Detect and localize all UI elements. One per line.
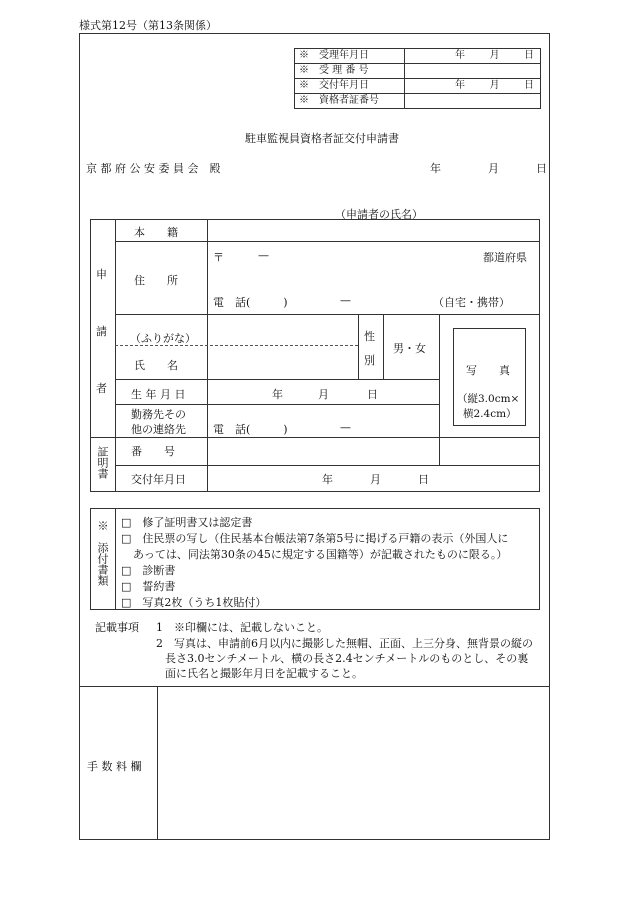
certificate-month: 月 — [370, 473, 381, 486]
attachment-item-4[interactable]: □ 誓約書 — [121, 580, 176, 593]
phone-dash: — — [340, 294, 351, 307]
receipt-date-row — [295, 49, 541, 64]
workplace-label-1: 勤務先その — [131, 408, 186, 421]
day-label: 日 — [524, 50, 534, 61]
attachment-item-5[interactable]: □ 写真2枚（うち1枚貼付） — [121, 596, 267, 609]
issue-date-label: ※ 交付年月日 — [295, 79, 405, 94]
sex-label-1: 性 — [364, 330, 375, 343]
sex-value[interactable]: 男・女 — [393, 342, 426, 355]
work-phone-dash: — — [340, 421, 351, 434]
attachment-item-2[interactable]: □ 住民票の写し（住民基本台帳法第7条第5号に掲げる戸籍の表示（外国人に — [121, 532, 509, 545]
addressee: 京 都 府 公 安 委 員 会 殿 — [86, 162, 221, 175]
phone-type: （自宅・携帯） — [433, 296, 510, 309]
postal-dash: — — [258, 249, 269, 262]
side-label-applicant-2: 請 — [96, 325, 107, 338]
receipt-number-label: ※ 受 理 番 号 — [295, 64, 405, 79]
year-label: 年 — [455, 80, 465, 91]
note-2a: 2 写真は、申請前6月以内に撮影した無帽、正面、上三分身、無背景の縦の — [156, 637, 533, 650]
date-month: 月 — [488, 162, 499, 175]
day-label: 日 — [524, 80, 534, 91]
side-label-applicant-3: 者 — [96, 382, 107, 395]
note-1: 1 ※印欄には、記載しないこと。 — [156, 621, 328, 634]
birth-month: 月 — [318, 388, 329, 401]
certificate-side-label: 証明書 — [96, 446, 109, 479]
attachment-item-3[interactable]: □ 診断書 — [121, 564, 176, 577]
fee-area[interactable] — [158, 687, 549, 839]
note-2b: 長さ3.0センチメートル、横の長さ2.4センチメートルのものとし、その裏 — [165, 652, 529, 665]
receipt-number-row — [295, 64, 541, 79]
side-label-applicant-1: 申 — [96, 268, 107, 281]
month-label: 月 — [489, 50, 500, 61]
birth-day: 日 — [367, 388, 378, 401]
certificate-number-row — [295, 94, 541, 109]
birth-date-label: 生 年 月 日 — [131, 388, 186, 401]
issue-date-field[interactable] — [405, 79, 541, 94]
receipt-date-field[interactable] — [405, 49, 541, 64]
certificate-year: 年 — [322, 473, 333, 486]
applicant-name-label: （申請者の氏名） — [335, 208, 423, 221]
attachments-side-label: ※ 添付書類 — [96, 520, 109, 586]
name-label: 氏 名 — [134, 359, 178, 372]
photo-size-2: 横2.4cm） — [463, 408, 517, 420]
date-year: 年 — [430, 162, 441, 175]
certificate-number-field[interactable] — [405, 94, 541, 109]
certificate-issue-date-label: 交付年月日 — [131, 473, 186, 486]
address-label: 住 所 — [134, 274, 178, 287]
birth-year: 年 — [272, 388, 283, 401]
certificate-number-label: ※ 資格者証番号 — [295, 94, 405, 109]
office-use-table — [294, 48, 541, 109]
sex-label-2: 別 — [364, 354, 375, 367]
month-label: 月 — [489, 80, 500, 91]
date-day: 日 — [536, 162, 547, 175]
certificate-day: 日 — [418, 473, 429, 486]
prefecture-label: 都道府県 — [483, 251, 527, 264]
notes-label: 記載事項 — [95, 621, 139, 634]
honseki-label: 本 籍 — [134, 226, 178, 239]
photo-size-1: （縦3.0cm× — [457, 393, 520, 405]
receipt-date-label: ※ 受理年月日 — [295, 49, 405, 64]
postal-mark: 〒 — [213, 251, 224, 264]
note-2c: 面に氏名と撮影年月日を記載すること。 — [165, 667, 363, 680]
workplace-label-2: 他の連絡先 — [131, 423, 186, 436]
work-phone-label: 電 話( ) — [213, 423, 288, 436]
form-title: 駐車監視員資格者証交付申請書 — [245, 132, 399, 145]
fee-label: 手 数 料 欄 — [87, 760, 142, 773]
phone-label: 電 話( ) — [213, 296, 288, 309]
form-number: 様式第12号（第13条関係） — [79, 19, 217, 32]
receipt-number-field[interactable] — [405, 64, 541, 79]
photo-title: 写 真 — [466, 364, 510, 377]
issue-date-row — [295, 79, 541, 94]
furigana-label: （ふりがな） — [130, 332, 196, 345]
attachment-item-1[interactable]: □ 修了証明書又は認定書 — [121, 516, 253, 529]
attachment-item-2-cont: あっては、同法第30条の45に規定する国籍等）が記載されたものに限る。） — [133, 548, 508, 561]
certificate-number-row-label: 番 号 — [131, 445, 175, 458]
year-label: 年 — [455, 50, 465, 61]
